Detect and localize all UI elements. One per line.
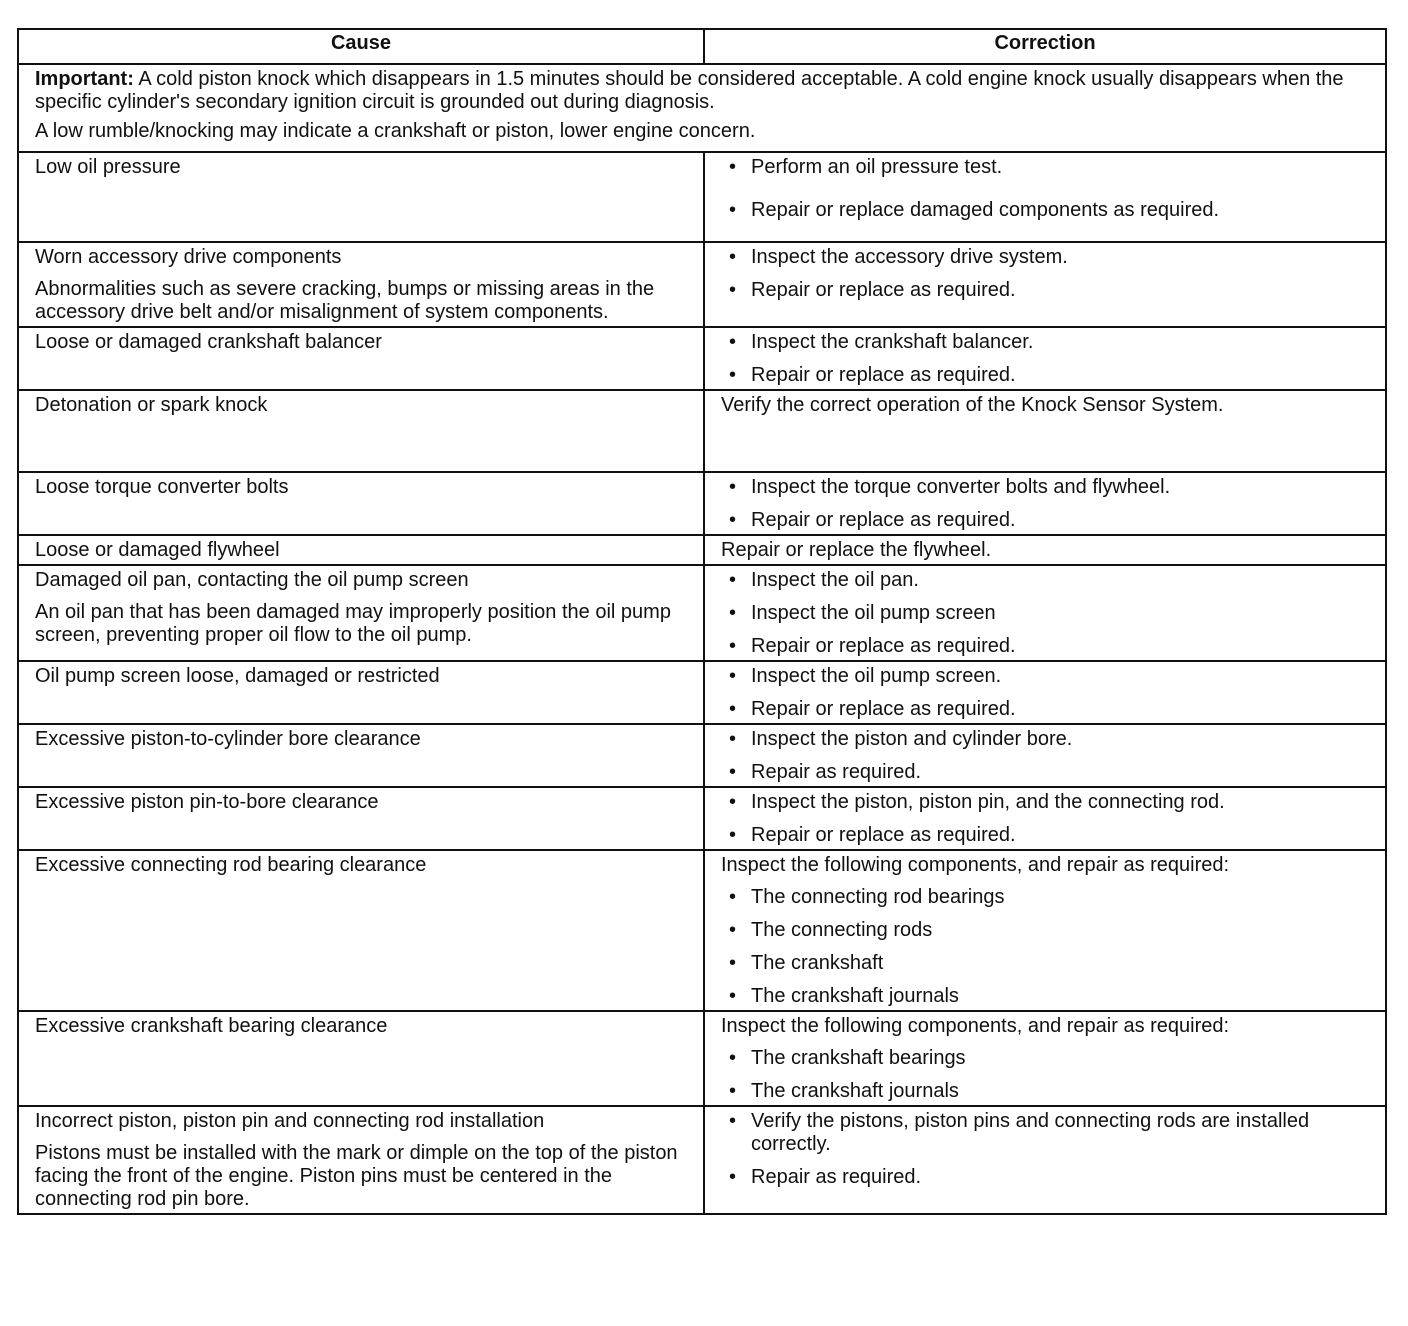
correction-list (721, 1110, 1369, 1189)
correction-item: • Repair or replace as required. (751, 364, 1369, 387)
cause-text: Low oil pressure (35, 156, 181, 178)
cause-text: Incorrect piston, piston pin and connecting rod installation (35, 1110, 545, 1132)
cause-text: Excessive piston-to-cylinder bore clearance (35, 728, 421, 750)
cause-cell (18, 661, 704, 724)
correction-cell (704, 850, 1386, 1011)
correction-cell (704, 661, 1386, 724)
correction-item: • Inspect the accessory drive system. (751, 246, 1369, 269)
cause-text: Excessive crankshaft bearing clearance (35, 1015, 388, 1037)
cause-text: Loose torque converter bolts (35, 476, 289, 498)
correction-cell (704, 1011, 1386, 1106)
correction-item: • The connecting rods (751, 919, 1369, 942)
correction-header: Correction (704, 29, 1386, 64)
cause-cell (18, 152, 704, 242)
table-row (18, 850, 1386, 1011)
cause-detail: An oil pan that has been damaged may improperly position the oil pump screen, preventing proper oil flow to the oil pump. (35, 601, 671, 646)
note-label: Important: (35, 68, 134, 90)
correction-cell (704, 152, 1386, 242)
correction-item: • Repair as required. (751, 1166, 1369, 1189)
cause-cell (18, 850, 704, 1011)
correction-list (721, 728, 1369, 784)
correction-list (721, 246, 1369, 302)
correction-item: • Inspect the piston and cylinder bore. (751, 728, 1369, 751)
table-row (18, 472, 1386, 535)
correction-text: Inspect the following components, and repair as required: (721, 854, 1230, 876)
table-row (18, 535, 1386, 565)
cause-detail: Abnormalities such as severe cracking, bumps or missing areas in the accessory drive belt and/or misalignment of system components. (35, 278, 655, 323)
table-row (18, 152, 1386, 242)
header-row (18, 29, 1386, 64)
correction-item: • Repair or replace damaged components as required. (751, 199, 1369, 222)
correction-item: • Repair or replace as required. (751, 279, 1369, 302)
table-row (18, 242, 1386, 327)
correction-item: • Perform an oil pressure test. (751, 156, 1369, 179)
correction-cell (704, 242, 1386, 327)
important-note (18, 64, 1386, 152)
correction-item: • Repair or replace as required. (751, 698, 1369, 721)
cause-cell (18, 327, 704, 390)
correction-text: Inspect the following components, and repair as required: (721, 1015, 1230, 1037)
note-text: A cold piston knock which disappears in 1.5 minutes should be considered acceptable. A cold engine knock usually disappears when the specific cylinder's secondary ignition circuit is grounded out during diagnosis. (35, 68, 1344, 113)
correction-item: • Inspect the oil pump screen. (751, 665, 1369, 688)
correction-item: • The crankshaft journals (751, 985, 1369, 1008)
correction-list (721, 1047, 1369, 1103)
cause-cell (18, 724, 704, 787)
cause-cell (18, 1011, 704, 1106)
correction-list (721, 791, 1369, 847)
correction-list (721, 331, 1369, 387)
correction-item: • Verify the pistons, piston pins and connecting rods are installed correctly. (751, 1110, 1369, 1156)
correction-cell (704, 390, 1386, 472)
table-row (18, 565, 1386, 661)
cause-cell (18, 535, 704, 565)
cause-cell (18, 1106, 704, 1214)
correction-text: Verify the correct operation of the Knock Sensor System. (721, 394, 1224, 416)
correction-cell (704, 1106, 1386, 1214)
correction-item: • Inspect the torque converter bolts and flywheel. (751, 476, 1369, 499)
cause-cell (18, 472, 704, 535)
correction-item: • Repair or replace as required. (751, 824, 1369, 847)
correction-cell (704, 535, 1386, 565)
correction-list (721, 886, 1369, 1008)
correction-cell (704, 565, 1386, 661)
correction-cell (704, 472, 1386, 535)
cause-text: Damaged oil pan, contacting the oil pump screen (35, 569, 469, 591)
correction-item: • Inspect the piston, piston pin, and the connecting rod. (751, 791, 1369, 814)
correction-item: • Inspect the oil pump screen (751, 602, 1369, 625)
important-note-row (18, 64, 1386, 152)
correction-list (721, 476, 1369, 532)
cause-header: Cause (18, 29, 704, 64)
correction-item: • Repair or replace as required. (751, 635, 1369, 658)
cause-text: Oil pump screen loose, damaged or restricted (35, 665, 440, 687)
correction-text: Repair or replace the flywheel. (721, 539, 992, 561)
correction-list (721, 569, 1369, 658)
cause-text: Loose or damaged flywheel (35, 539, 280, 561)
correction-item: • The connecting rod bearings (751, 886, 1369, 909)
correction-cell (704, 724, 1386, 787)
correction-list (721, 665, 1369, 721)
cause-text: Excessive connecting rod bearing clearance (35, 854, 427, 876)
cause-text: Worn accessory drive components (35, 246, 342, 268)
cause-text: Excessive piston pin-to-bore clearance (35, 791, 379, 813)
correction-item: • Inspect the crankshaft balancer. (751, 331, 1369, 354)
correction-cell (704, 327, 1386, 390)
correction-item: • Inspect the oil pan. (751, 569, 1369, 592)
correction-item: • The crankshaft (751, 952, 1369, 975)
table-row (18, 327, 1386, 390)
table-row (18, 661, 1386, 724)
table-row (18, 1011, 1386, 1106)
correction-list (721, 156, 1369, 222)
correction-item: • The crankshaft journals (751, 1080, 1369, 1103)
cause-cell (18, 242, 704, 327)
table-row (18, 390, 1386, 472)
correction-item: • The crankshaft bearings (751, 1047, 1369, 1070)
correction-item: • Repair as required. (751, 761, 1369, 784)
table-row (18, 1106, 1386, 1214)
diagnosis-table (17, 28, 1387, 1215)
correction-cell (704, 787, 1386, 850)
cause-text: Detonation or spark knock (35, 394, 268, 416)
cause-text: Loose or damaged crankshaft balancer (35, 331, 382, 353)
cause-cell (18, 787, 704, 850)
correction-item: • Repair or replace as required. (751, 509, 1369, 532)
cause-detail: Pistons must be installed with the mark or dimple on the top of the piston facing the front of the engine. Piston pins must be centered in the connecting rod pin bore. (35, 1142, 678, 1210)
note-paragraph-2: A low rumble/knocking may indicate a crankshaft or piston, lower engine concern. (35, 120, 756, 142)
note-paragraph (35, 68, 1369, 114)
cause-cell (18, 390, 704, 472)
table-row (18, 787, 1386, 850)
cause-cell (18, 565, 704, 661)
table-row (18, 724, 1386, 787)
